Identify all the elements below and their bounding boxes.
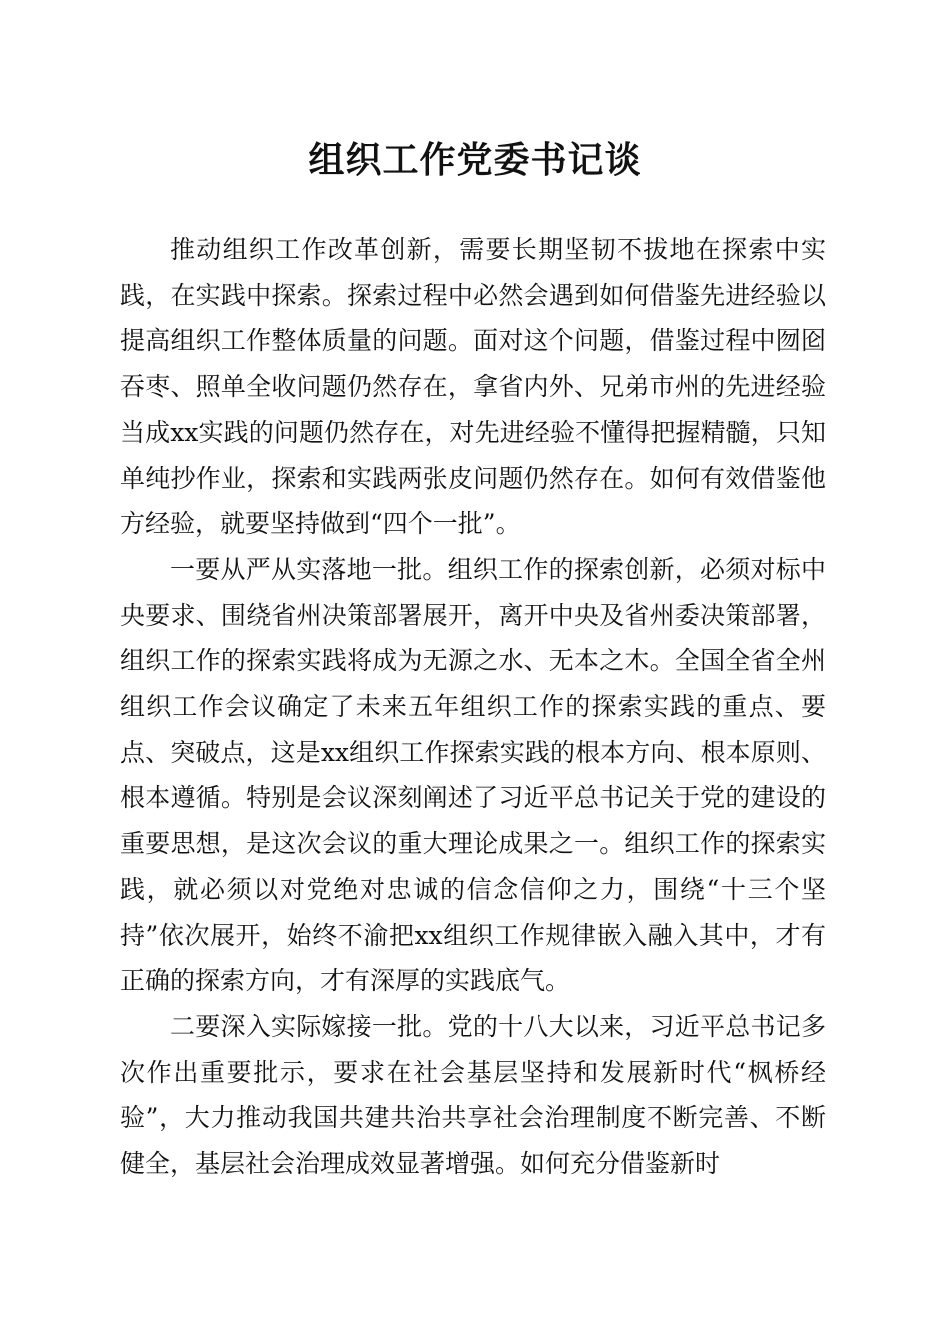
paragraph: 二要深入实际嫁接一批。党的十八大以来，习近平总书记多次作出重要批示，要求在社会基层坚持和发展新时代“枫桥经验”，大力推动我国共建共治共享社会治理制度不断完善、不断健全，基层社会治理成效显著增强。如何充分借鉴新时: [120, 1011, 826, 1179]
paragraph: 一要从严从实落地一批。组织工作的探索创新，必须对标中央要求、围绕省州决策部署展开，离开中央及省州委决策部署，组织工作的探索实践将成为无源之水、无本之木。全国全省全州组织工作会议确定了未来五年组织工作的探索实践的重点、要点、突破点，这是xx组织工作探索实践的根本方向、根本原则、根本遵循。特别是会议深刻阐述了习近平总书记关于党的建设的重要思想，是这次会议的重大理论成果之一。组织工作的探索实践，就必须以对党绝对忠诚的信念信仰之力，围绕“十三个坚持”依次展开，始终不渝把xx组织工作规律嵌入融入其中，才有正确的探索方向，才有深厚的实践底气。: [120, 554, 826, 996]
document-title: 组织工作党委书记谈: [308, 139, 642, 181]
document-body: [120, 227, 826, 1187]
paragraph: 推动组织工作改革创新，需要长期坚韧不拔地在探索中实践，在实践中探索。探索过程中必然会遇到如何借鉴先进经验以提高组织工作整体质量的问题。面对这个问题，借鉴过程中囫囵吞枣、照单全收问题仍然存在，拿省内外、兄弟市州的先进经验当成xx实践的问题仍然存在，对先进经验不懂得把握精髓，只知单纯抄作业，探索和实践两张皮问题仍然存在。如何有效借鉴他方经验，就要坚持做到“四个一批”。: [120, 235, 826, 539]
